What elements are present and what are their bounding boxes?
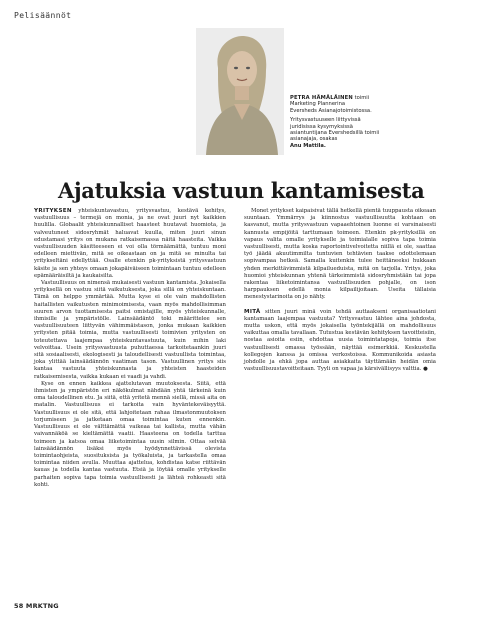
bio-role: Marketing Plannerina	[290, 101, 346, 108]
paragraph-4: Monet yritykset kaipaisivat tällä hetkellä pientä tuuppausta oikeaan suuntaan. Ymmärrys ja kiinnostus vastuullisuutta kohtaan on kasvanut, mutta yritysvastuun vapaaehtoinen luonne ei varsinaisesti kannusta empijöitä tarttumaan toimeen. Etenkin pk-yrityksillä on vapaus valita omalle yritykselle ja toimialalle sopiva tapa toimia vastuullisesti, mutta koska raportointivelvoitetta niillä ei ole, saattaa työ jäädä akuutimmilta tuntuvien tehtävien taakse odottelemaan sopivampaa hetkeä. Samalla kuitenkin tulee heittäneeksi hukkaan yhden merkittävimmistä kilpailueduista, mitä on tarjolla. Yritys, joka huomioi yhteiskunnan yhtenä tärkeimmistä sidosryhmistään tai jopa rakentaa liiketoimintansa vastuullisuuden pohjalle, on ison harppauksen edellä monia kilpailijoitaan. Useita tällaisia menestystarinoita on jo nähty.	[244, 208, 436, 301]
article-headline: Ajatuksia vastuun kantamisesta	[58, 178, 425, 203]
paragraph-5	[244, 309, 436, 374]
column-right-text	[244, 208, 436, 373]
paragraph-1	[34, 208, 226, 280]
portrait-image	[196, 28, 284, 155]
page-folio: 58 MRKTNG	[14, 602, 59, 610]
bio-company: Eversheds Asianajotoimistossa.	[290, 107, 372, 114]
author-photo	[196, 28, 284, 155]
bio-author: Anu Mattila.	[290, 142, 326, 149]
bio-expert	[290, 117, 380, 149]
end-mark: ●	[423, 366, 428, 373]
paragraph-3: Kyse on ennen kaikkea ajattelutavan muutoksesta. Siitä, että ihmisten ja ympäristön eri näkökulmat nähdään yhtä tärkeinä kuin oma taloudellinen etu. Ja siitä, että yritetä mennä siellä, missä aita on matalin. Vastuullisuus ei tarkoita vain hyväntekeväisyyttä. Vastuullisuus ei ole sitä, että lahjoitetaan rahaa ilmastonmuutoksen torjumiseen ja jatketaan omaa toimintaa kuten ennenkin. Vastuullisuus ei ole välttämättä vaikeaa tai kallista, mutta vähän vaivannäköä se kieltämättä vaatii. Haasteena on todella tarttua toimeen ja katsoa omaa liiketoimintaa uusin silmin. Ottaa selvää lainsäädännön lisäksi myös hyödynnettävissä olevista toimintaohjeista, suosituksista ja työkaluista, ja tarkastella omaa toimintaa niiden avulla. Muuttaa ajattelua, kohdistaa katse riittävän kauas ja todella kantaa vastuuta. Etsiä ja löytää omalle yritykselle parhaiten sopiva tapa toimia vastuullisesti ja lähteä rohkeasti sitä kohti.	[34, 380, 226, 488]
bio-suffix: toimii	[354, 95, 370, 101]
column-left	[34, 208, 226, 489]
paragraph-1-text: yhteiskuntavastuu, yritysvastuu, kestävä kehitys, vastuullisuus – termejä on monia, ja ne ovat juuri nyt kaikkien huulilla. Globaalit yhteiskunnalliset haasteet huutavat huomiota, ja valveutuneet sidosryhmät haluavat kuulla, miten juuri sinun edustamasi yritys on mukana ratkaisemassa näitä haasteita. Vaikka vastuullisuuden käsitteeseen ei voi olla törmäämättä, tuntuu moni edelleen miettivän, mitä se oikeastaan on ja mitä se minulta tai yritykseltäni edellyttää. Osalle etenkin pk-yrityksistä yritysvastuun käsite ja sen yhteys omaan jokapäiväiseen toimintaan tuntuu edelleen epämääräisiltä ja kaukaisilta.	[34, 208, 226, 279]
author-bio	[290, 95, 460, 152]
lead-word: YRITYKSEN	[34, 208, 72, 214]
paragraph-5-text: sitten juuri minä voin tehdä auttaakseni organisaatiotani kantamaan laajempaa vastuuta? Yritysvastuu lähtee aina johdosta, mutta uskon, että myös jokaisella työntekijällä on mahdollisuus vaikuttaa omalla tavallaan. Tutustua kestävän kehityksen tavoitteisiin, nostaa asioita esiin, ehdottaa uusia toimintatapoja, toimia itse vastuullisesti omassa työssään, näyttää esimerkkiä. Keskustella kollegojen kanssa ja omissa verkostoissa. Kommunikoida asiasta johdolle ja ehkä jopa auttaa asiakkaita täyttämään heidän omia vastuullisuustavoitteitaan. Tyyli on vapaa ja kärsivällisyys valttia.	[244, 308, 436, 373]
bio-name: PETRA HÄMÄLÄINEN	[290, 95, 353, 101]
bio-text: Yritysvastuuseen liittyvissä juridisissa kysymyksissä asiantuntijana Evershedsillä toimii asianajaja, osakas	[290, 117, 380, 143]
bio-intro	[290, 95, 460, 114]
sub-lead-word: MITÄ	[244, 308, 261, 315]
paragraph-2: Vastuullisuus on nimensä mukaisesti vastuun kantamista. Jokaisella yrityksellä on vastuu siitä vaikutuksesta, joka sillä on yhteiskuntaan. Tämä on helppo ymmärtää. Mutta kyse ei ole vain mahdollisten haitallisten vaikutusten minimoimisesta, vaan myös mahdollisimman suuren arvon tuottamisesta paitsi omistajille, myös yhteiskunnalle, ihmisille ja ympäristölle. Lainsäädäntö toki määrittelee sen vastuullisuuteen liittyvän vähimmäistason, jonka mukaan kaikkien yritysten pitää toimia, mutta vastuullisesti toimivien yritysten on toteutettava laajempaa yhteiskuntavastuuta, kuin mihin laki velvoittaa. Usein yritysvastuusta puhuttaessa tarkoitetaankin juuri sitä sosiaalisesti, ekologisesti ja taloudellisesti vastuullista toimintaa, joka ylittää lainsäädännön vaatiman tason. Vastuullinen yritys siis kantaa vastuuta yhteiskunnasta ja yhteisten haasteiden ratkaisemisesta, vaikka kukaan ei vaadi ja vahdi.	[34, 280, 226, 380]
section-label: Pelisäännöt	[14, 11, 72, 20]
